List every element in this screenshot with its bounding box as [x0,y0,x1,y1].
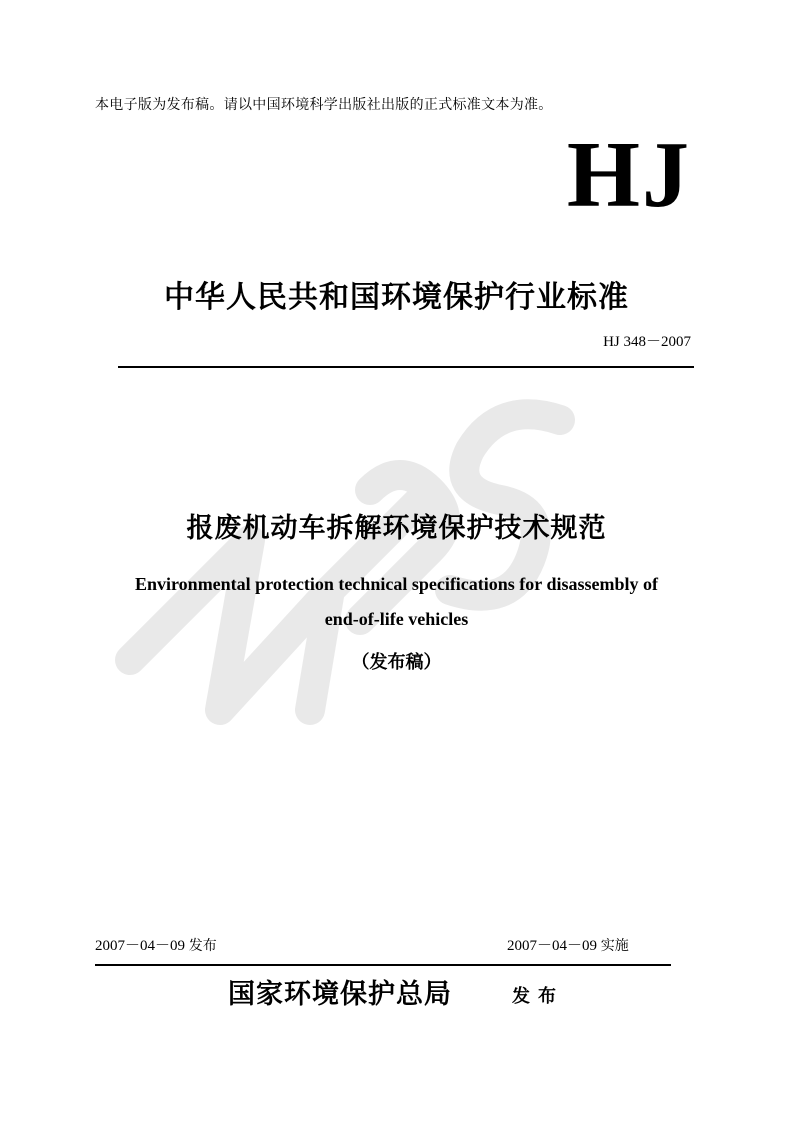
publisher-name: 国家环境保护总局 [228,979,452,1010]
issue-date-value: 2007－04－09 [95,938,186,954]
document-title-cn: 报废机动车拆解环境保护技术规范 [186,513,607,544]
document-title-en-line2: end-of-life vehicles [324,609,469,629]
document-title-en-line1: Environmental protection technical specifications for disassembly of [135,574,658,594]
publish-action: 发布 [512,986,564,1007]
draft-label: （发布稿） [351,652,442,673]
standard-number: HJ 348－2007 [603,334,691,350]
top-divider [118,366,694,368]
standard-category-heading: 中华人民共和国环境保护行业标准 [164,280,629,315]
issue-date-label: 发布 [188,938,217,954]
effective-date-value: 2007－04－09 [507,938,598,954]
notice-text: 本电子版为发布稿。请以中国环境科学出版社出版的正式标准文本为准。 [95,97,553,113]
wps-watermark-icon [100,390,640,740]
bottom-divider [95,964,671,966]
issue-date [95,934,217,955]
effective-date-label: 实施 [600,938,629,954]
hj-logo: HJ [566,123,691,227]
effective-date [507,934,629,955]
